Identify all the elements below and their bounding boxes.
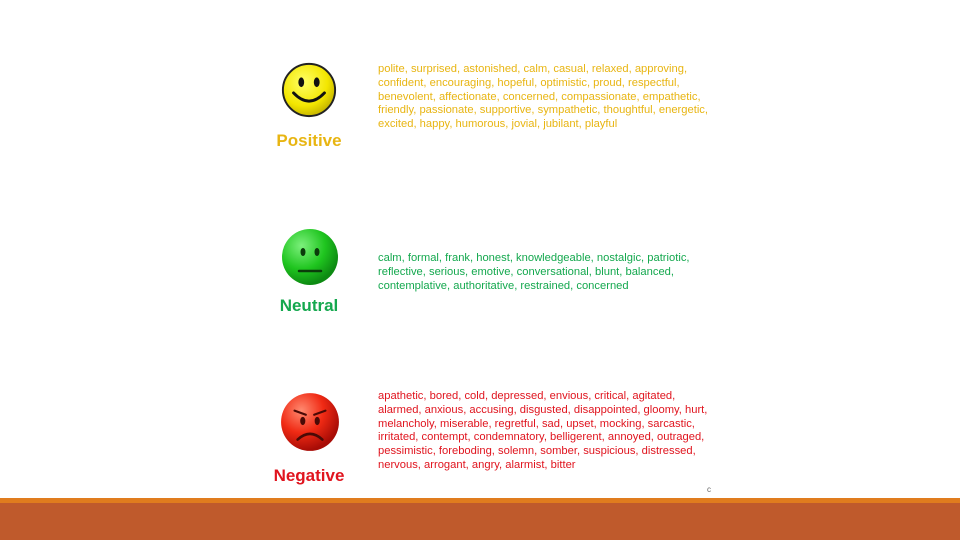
smiley-sad-icon — [279, 391, 341, 453]
positive-label: Positive — [276, 131, 342, 150]
negative-label: Negative — [273, 466, 345, 485]
neutral-label: Neutral — [279, 296, 339, 315]
positive-word-list: polite, surprised, astonished, calm, casual, relaxed, approving, confident, encouraging, hopeful, optimistic, proud, respectful, benevolent, affectionate, concerned, compassionate, empathetic, friendly, passionate, supportive, sympathetic, thoughtful, energetic, excited, happy, humorous, jovial, jubilant, playful — [378, 63, 709, 131]
negative-word-list: apathetic, bored, cold, depressed, envious, critical, agitated, alarmed, anxious, accusing, disgusted, disappointed, gloomy, hurt, melancholy, miserable, regretful, sad, upset, mocking, sarcastic, irritated, contempt, condemnatory, belligerent, annoyed, outraged, pessimistic, foreboding, solemn, somber, suspicious, distressed, nervous, arrogant, angry, alarmist, bitter — [378, 390, 708, 471]
smiley-happy-icon — [280, 61, 338, 119]
corner-mark: c — [707, 485, 711, 494]
neutral-word-list: calm, formal, frank, honest, knowledgeable, nostalgic, patriotic, reflective, serious, emotive, conversational, blunt, balanced, contemplative, authoritative, restrained, concerned — [378, 252, 690, 292]
smiley-neutral-icon — [280, 227, 340, 287]
footer-band — [0, 503, 960, 540]
